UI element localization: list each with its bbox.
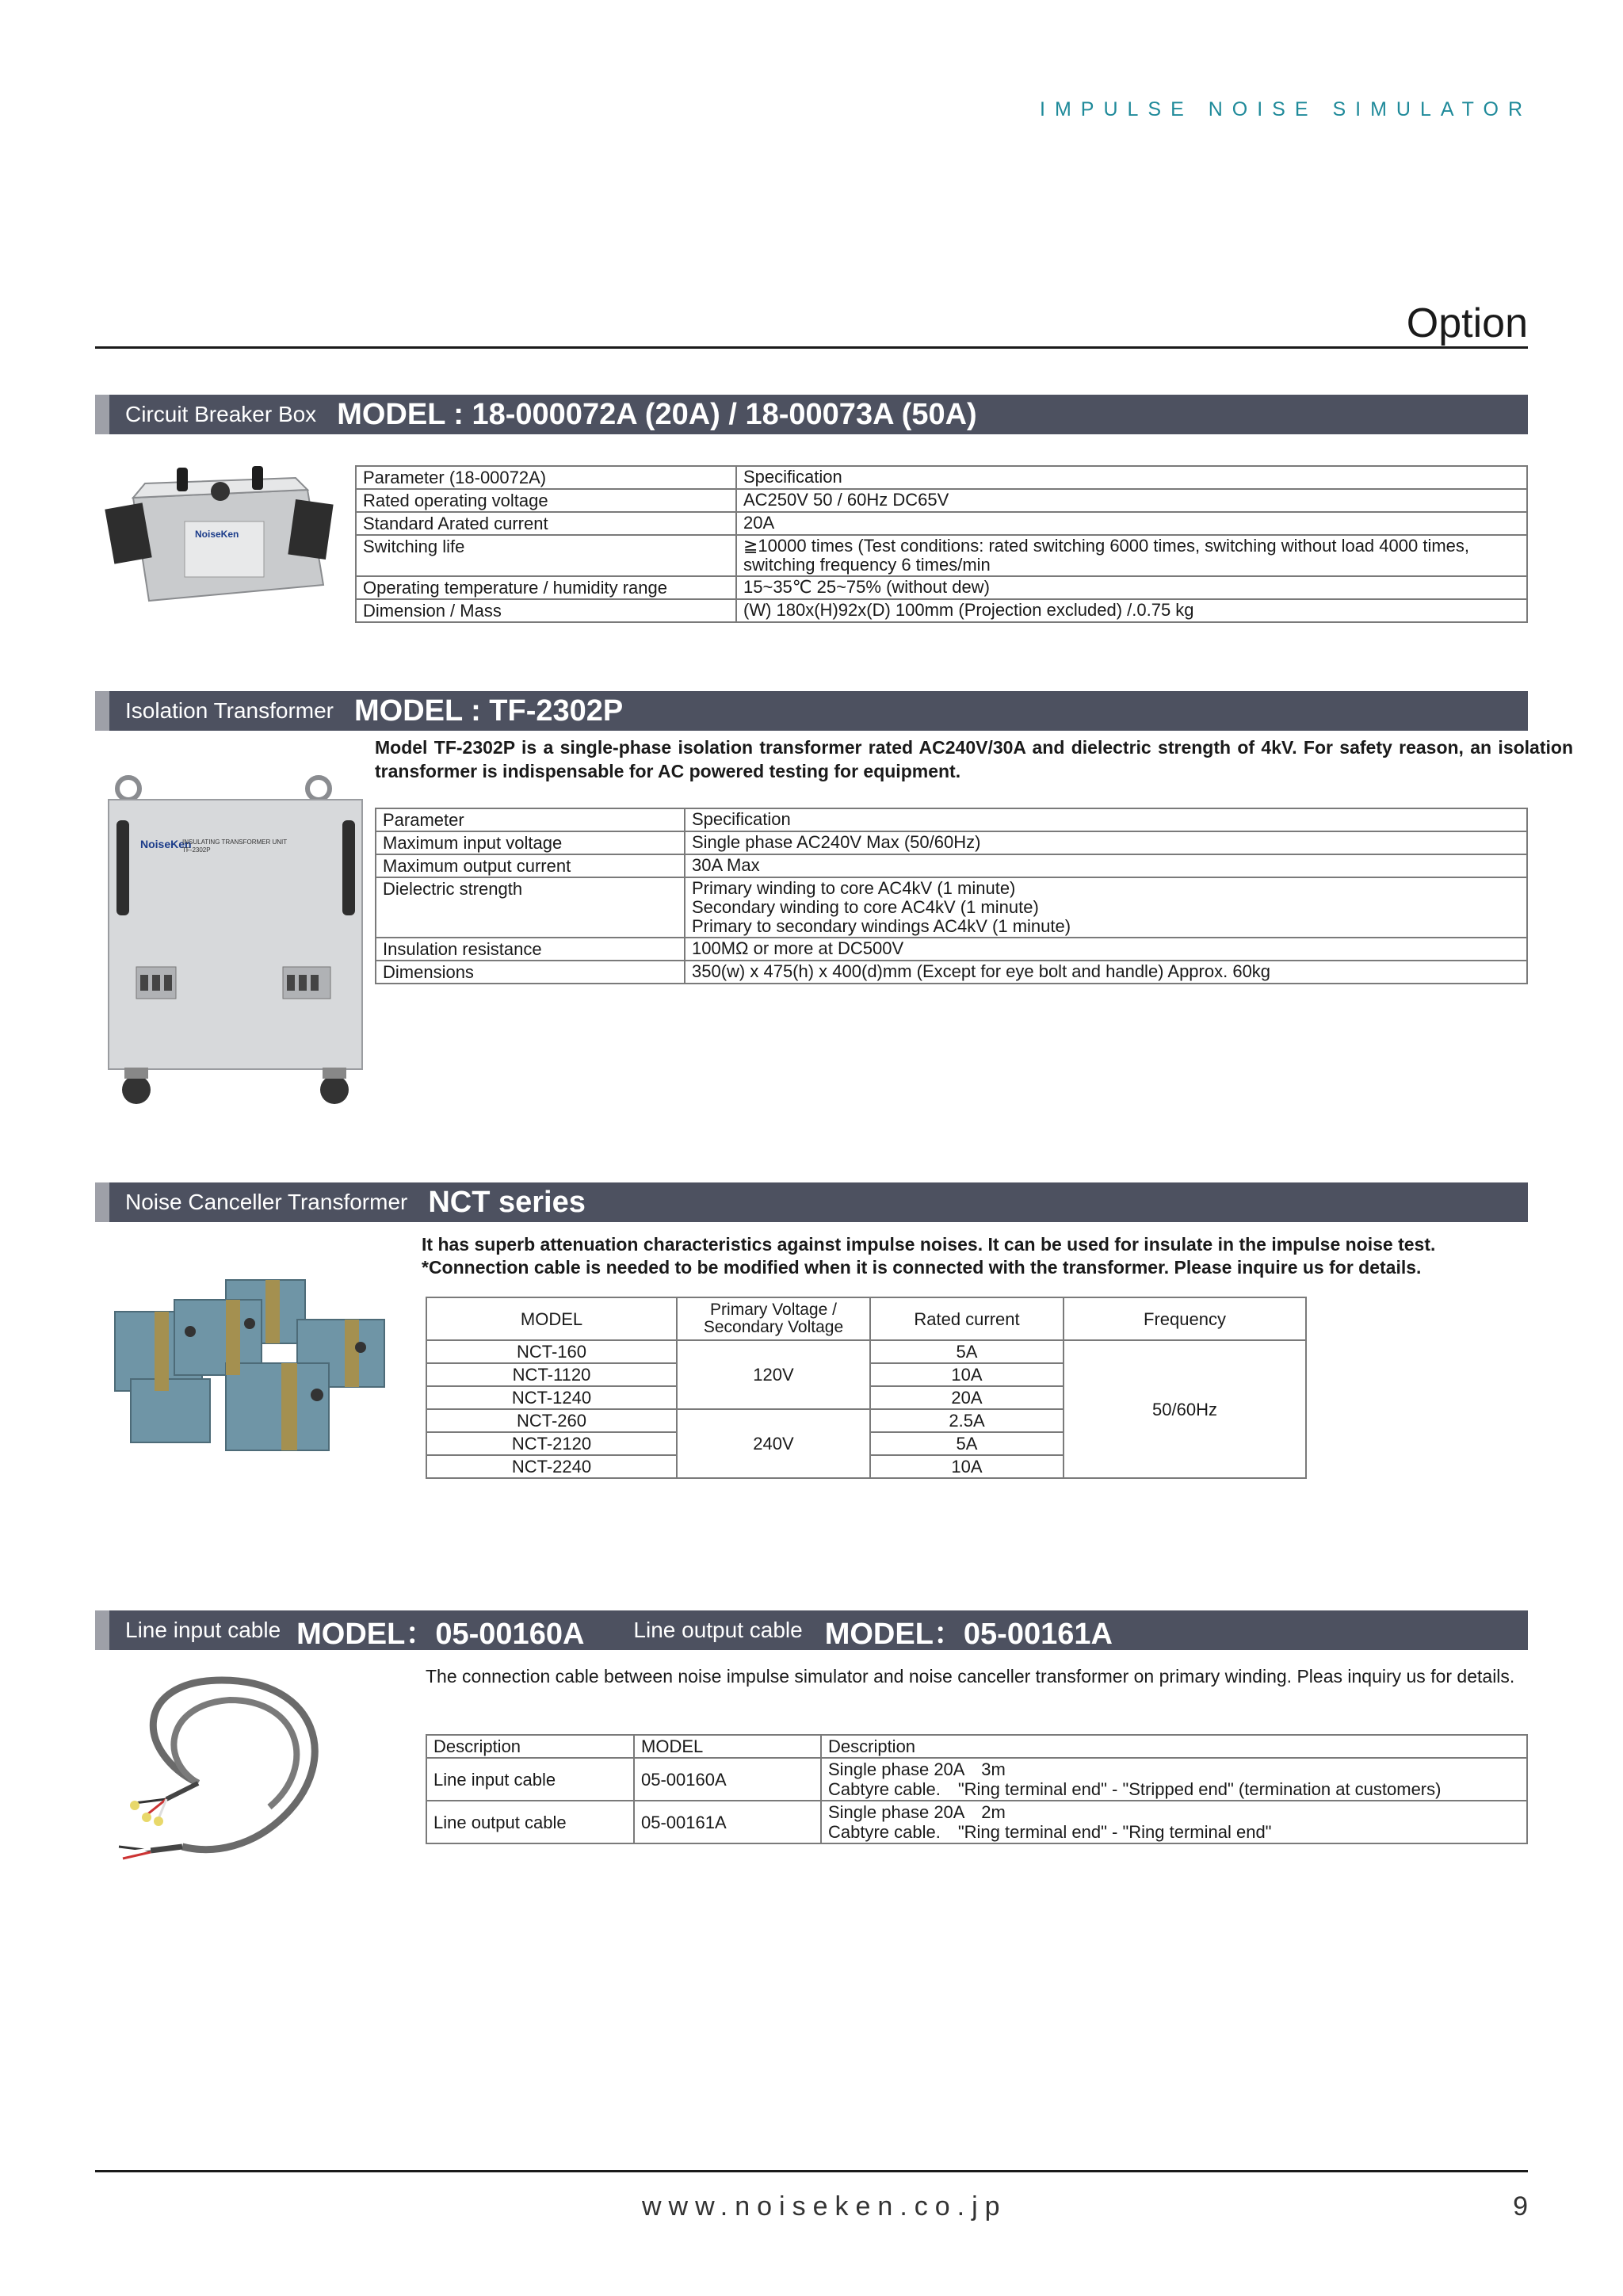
- cable-image: [103, 1664, 365, 1878]
- transformer-panel-unit: INSULATING TRANSFORMER UNIT: [182, 839, 288, 846]
- nct-voltage-120: 120V: [677, 1340, 870, 1409]
- transformer-panel-model: TF-2302P: [182, 846, 211, 854]
- transformer-spec-spec: 30A Max: [685, 854, 1527, 877]
- breaker-spec-row: [356, 576, 1527, 599]
- nct-header-frequency: Frequency: [1064, 1297, 1306, 1340]
- breaker-section-bar: [95, 395, 1528, 434]
- transformer-spec-param: Insulation resistance: [376, 938, 685, 961]
- transformer-spec-spec: 350(w) x 475(h) x 400(d)mm (Except for eye bolt and handle) Approx. 60kg: [685, 961, 1527, 984]
- cable-row-description: [821, 1758, 1527, 1801]
- nct-voltage-240: 240V: [677, 1409, 870, 1478]
- cable-header-description: Description: [426, 1735, 634, 1758]
- isolation-transformer-image: [105, 773, 366, 1117]
- breaker-spec-spec: AC250V 50 / 60Hz DC65V: [736, 489, 1527, 512]
- bar-accent: [95, 1182, 109, 1222]
- breaker-spec-row: [356, 599, 1527, 622]
- nct-frequency: 50/60Hz: [1064, 1340, 1306, 1478]
- cable-row-line1: Single phase 20A 2m: [828, 1802, 1006, 1822]
- nct-current: 10A: [870, 1455, 1064, 1478]
- breaker-spec-param: Rated operating voltage: [356, 489, 736, 512]
- breaker-spec-spec: (W) 180x(H)92x(D) 100mm (Projection excluded) /.0.75 kg: [736, 599, 1527, 622]
- input-cable-subtitle: Line input cable: [125, 1618, 281, 1642]
- canceller-section-bar: [95, 1182, 1528, 1222]
- nct-table: [426, 1297, 1307, 1479]
- cable-table: [426, 1734, 1528, 1844]
- bar-accent: [95, 691, 109, 731]
- input-cable-model: MODEL：05-00160A: [296, 1617, 585, 1651]
- transformer-model: MODEL : TF-2302P: [354, 693, 624, 728]
- bar-accent: [95, 1610, 109, 1650]
- canceller-subtitle: Noise Canceller Transformer: [125, 1190, 408, 1214]
- breaker-subtitle: Circuit Breaker Box: [125, 402, 317, 426]
- breaker-spec-row: [356, 466, 1527, 489]
- nct-current: 5A: [870, 1340, 1064, 1363]
- cable-row-line1: Single phase 20A 3m: [828, 1759, 1006, 1779]
- breaker-spec-row: [356, 512, 1527, 535]
- cable-row-description: [821, 1801, 1527, 1843]
- nct-model: NCT-2240: [426, 1455, 677, 1478]
- transformer-spec-spec: Single phase AC240V Max (50/60Hz): [685, 831, 1527, 854]
- transformer-spec-row: [376, 854, 1527, 877]
- nct-model: NCT-160: [426, 1340, 677, 1363]
- nct-model: NCT-260: [426, 1409, 677, 1432]
- transformer-panel-logo: NoiseKen: [140, 838, 192, 850]
- transformer-spec-spec: Specification: [685, 808, 1527, 831]
- transformer-spec-row: [376, 831, 1527, 854]
- transformer-spec-spec: Primary winding to core AC4kV (1 minute) Secondary winding to core AC4kV (1 minute) Primary to secondary windings AC4kV (1 minute): [685, 877, 1527, 938]
- cable-section-bar: [95, 1610, 1528, 1650]
- breaker-spec-param: Standard Arated current: [356, 512, 736, 535]
- breaker-spec-table: [355, 465, 1528, 623]
- breaker-spec-spec: ≧10000 times (Test conditions: rated switching 6000 times, switching without load 4000 times, switching frequency 6 times/min: [736, 535, 1527, 576]
- page-title: Option: [1406, 300, 1528, 346]
- nct-model: NCT-1120: [426, 1363, 677, 1386]
- cable-row-line2: Cabtyre cable. "Ring terminal end" - "Ring terminal end": [828, 1822, 1272, 1842]
- breaker-spec-param: Operating temperature / humidity range: [356, 576, 736, 599]
- transformer-spec-param: Maximum output current: [376, 854, 685, 877]
- breaker-spec-row: [356, 535, 1527, 576]
- nct-current: 5A: [870, 1432, 1064, 1455]
- breaker-spec-spec: Specification: [736, 466, 1527, 489]
- breaker-spec-param: Dimension / Mass: [356, 599, 736, 622]
- breaker-spec-param: Parameter (18-00072A): [356, 466, 736, 489]
- cable-row-model: 05-00160A: [634, 1758, 821, 1801]
- canceller-description-1: It has superb attenuation characteristics against impulse noises. It can be used for insulate in the impulse noise test.: [422, 1234, 1436, 1255]
- breaker-model: MODEL : 18-000072A (20A) / 18-00073A (50A): [337, 397, 977, 431]
- transformer-spec-spec: 100MΩ or more at DC500V: [685, 938, 1527, 961]
- cable-row-line2: Cabtyre cable. "Ring terminal end" - "Stripped end" (termination at customers): [828, 1779, 1442, 1799]
- transformer-spec-param: Dimensions: [376, 961, 685, 984]
- transformer-subtitle: Isolation Transformer: [125, 698, 334, 723]
- output-cable-model: MODEL：05-00161A: [824, 1617, 1113, 1651]
- nct-model: NCT-2120: [426, 1432, 677, 1455]
- nct-current: 10A: [870, 1363, 1064, 1386]
- footer-rule: [95, 2170, 1528, 2172]
- cable-row-name: Line output cable: [426, 1801, 634, 1843]
- nct-transformers-image: [107, 1268, 400, 1458]
- canceller-model: NCT series: [428, 1185, 586, 1219]
- transformer-section-bar: [95, 691, 1528, 731]
- nct-current: 20A: [870, 1386, 1064, 1409]
- cable-row-model: 05-00161A: [634, 1801, 821, 1843]
- breaker-box-image: [101, 466, 339, 609]
- breaker-spec-row: [356, 489, 1527, 512]
- breaker-logo: NoiseKen: [195, 529, 239, 540]
- nct-current: 2.5A: [870, 1409, 1064, 1432]
- nct-header-voltage: Primary Voltage / Secondary Voltage: [677, 1297, 870, 1340]
- footer-url[interactable]: www.noiseken.co.jp: [642, 2191, 1007, 2222]
- transformer-description: Model TF-2302P is a single-phase isolation transformer rated AC240V/30A and dielectric strength of 4kV. For safety reason, an isolation transformer is indispensable for AC powered testing for equipment.: [375, 737, 1573, 781]
- title-rule: [95, 346, 1528, 349]
- transformer-spec-param: Maximum input voltage: [376, 831, 685, 854]
- transformer-spec-row: [376, 877, 1527, 938]
- cable-description: The connection cable between noise impulse simulator and noise canceller transformer on primary winding. Pleas inquiry us for details.: [426, 1666, 1515, 1687]
- cable-row-name: Line input cable: [426, 1758, 634, 1801]
- canceller-description-2: *Connection cable is needed to be modified when it is connected with the transformer. Please inquire us for details.: [422, 1257, 1422, 1278]
- page-number: 9: [1513, 2191, 1528, 2222]
- output-cable-subtitle: Line output cable: [633, 1618, 803, 1642]
- transformer-spec-row: [376, 938, 1527, 961]
- bar-accent: [95, 395, 109, 434]
- transformer-spec-param: Parameter: [376, 808, 685, 831]
- breaker-spec-spec: 15~35℃ 25~75% (without dew): [736, 576, 1527, 599]
- breaker-spec-spec: 20A: [736, 512, 1527, 535]
- transformer-spec-row: [376, 961, 1527, 984]
- series-label: IMPULSE NOISE SIMULATOR: [1040, 98, 1532, 120]
- nct-header-current: Rated current: [870, 1297, 1064, 1340]
- transformer-spec-row: [376, 808, 1527, 831]
- nct-header-model: MODEL: [426, 1297, 677, 1340]
- transformer-spec-table: [375, 808, 1528, 984]
- cable-header-model: MODEL: [634, 1735, 821, 1758]
- nct-model: NCT-1240: [426, 1386, 677, 1409]
- cable-header-description-2: Description: [821, 1735, 1527, 1758]
- transformer-spec-param: Dielectric strength: [376, 877, 685, 938]
- breaker-spec-param: Switching life: [356, 535, 736, 576]
